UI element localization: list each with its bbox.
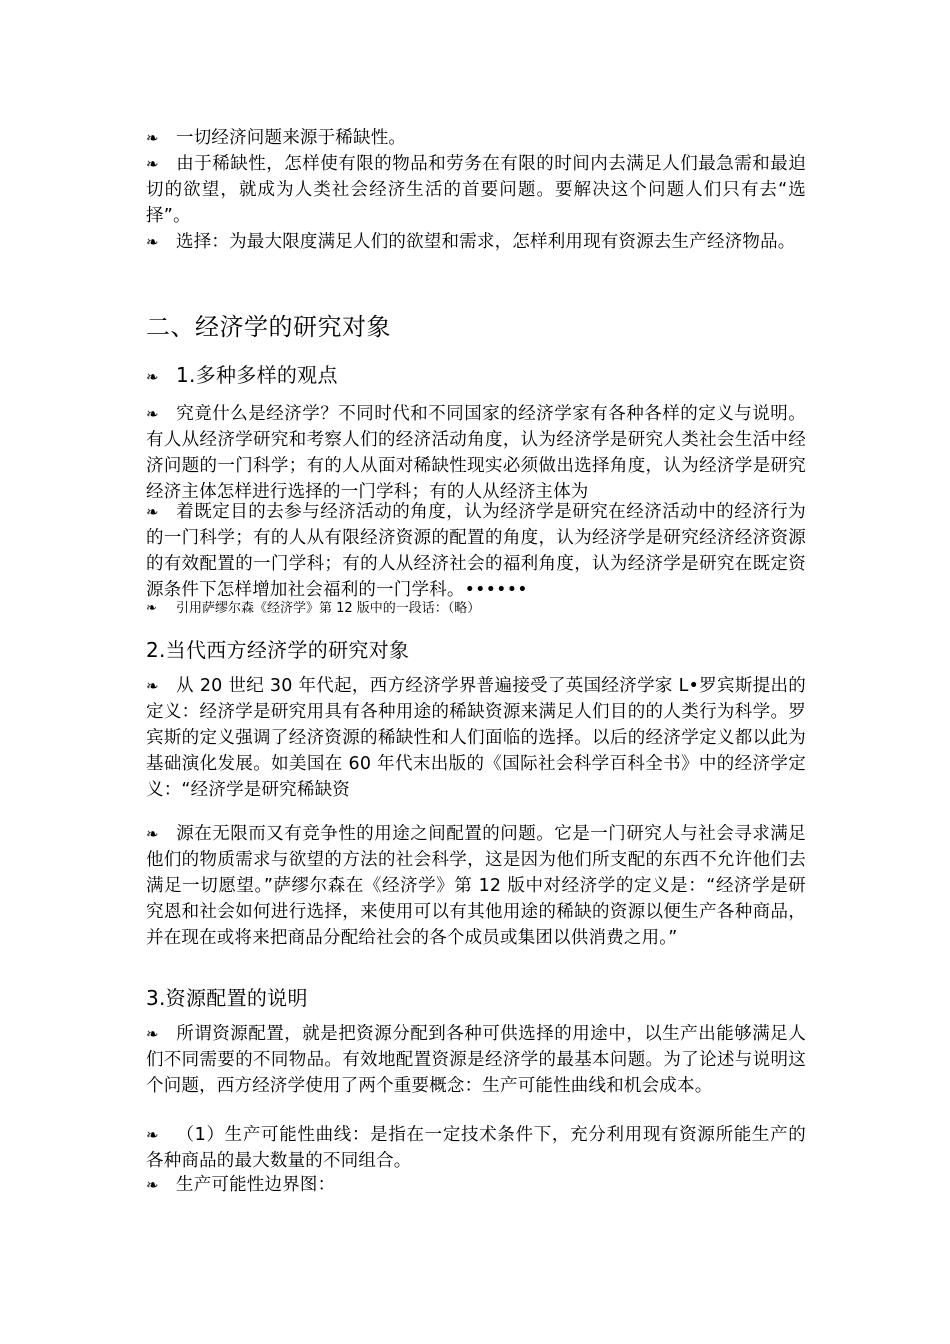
section-heading: 二、经济学的研究对象: [146, 313, 391, 341]
fleuron-bullet-icon: ❧: [146, 405, 159, 423]
fleuron-bullet-icon: ❧: [146, 155, 159, 173]
paragraph-text: 所谓资源配置，就是把资源分配到各种可供选择的用途中，以生产出能够满足人们不同需要的不同物品。有效地配置资源是经济学的最基本问题。为了论述与说明这个问题，西方经济学使用了两个重要概念：生产可能性曲线和机会成本。: [146, 1024, 806, 1096]
subsection-heading-allocation: 3.资源配置的说明: [146, 986, 308, 1010]
paragraph-choice-problem: [146, 151, 806, 229]
paragraph-text: 生产可能性边界图：: [176, 1175, 336, 1195]
subsection-heading-modern: 2.当代西方经济学的研究对象: [146, 638, 410, 662]
paragraph-text: 选择：为最大限度满足人们的欲望和需求，怎样利用现有资源去生产经济物品。: [176, 232, 796, 252]
fleuron-bullet-icon: ❧: [146, 233, 159, 251]
paragraph-text: 一切经济问题来源于稀缺性。: [176, 128, 407, 148]
paragraph-scarcity: [146, 125, 806, 151]
paragraph-text: 从 20 世纪 30 年代起，西方经济学界普遍接受了英国经济学家 L•罗宾斯提出的定义：经济学是研究用具有各种用途的稀缺资源来满足人们目的的人类行为科学。罗宾斯的定义强调了经济资源的稀缺性和人们面临的选择。以后的经济学定义都以此为基础演化发展。如美国在 60 年代末出版的《国际社会科学百科全书》中的经济学定义：“经济学是研究稀缺资: [146, 676, 806, 800]
subsection-heading-views: [146, 362, 338, 390]
paragraph-ppf-figure: [146, 1172, 806, 1198]
paragraph-samuelson: [146, 821, 806, 951]
paragraph-text: 由于稀缺性，怎样使有限的物品和劳务在有限的时间内去满足人们最急需和最迫切的欲望，就成为人类社会经济生活的首要问题。要解决这个问题人们只有去“选择”。: [146, 154, 806, 226]
note-citation: [146, 599, 806, 619]
paragraph-text: 究竟什么是经济学？不同时代和不同国家的经济学家有各种各样的定义与说明。有人从经济学研究和考察人们的经济活动角度，认为经济学是研究人类社会生活中经济问题的一门科学；有的人从面对稀缺性现实必须做出选择角度，认为经济学是研究经济主体怎样进行选择的一门学科；有的人从经济主体为: [146, 404, 806, 502]
fleuron-bullet-icon: ❧: [146, 1176, 159, 1194]
paragraph-definitions-2: [146, 499, 806, 603]
paragraph-text: （1）生产可能性曲线：是指在一定技术条件下，充分利用现有资源所能生产的各种商品的最大数量的不同组合。: [146, 1125, 806, 1171]
fleuron-bullet-icon: ❧: [146, 601, 157, 616]
fleuron-bullet-icon: ❧: [146, 503, 159, 521]
paragraph-choice-definition: [146, 229, 806, 255]
fleuron-bullet-icon: ❧: [146, 1126, 159, 1144]
subsection-title: 1.多种多样的观点: [176, 363, 338, 387]
paragraph-allocation: [146, 1021, 806, 1099]
fleuron-bullet-icon: ❧: [146, 825, 159, 843]
paragraph-text: 着既定目的去参与经济活动的角度，认为经济学是研究在经济活动中的经济行为的一门科学；有的人从有限经济资源的配置的角度，认为经济学是研究经济经济资源的有效配置的一门学科；有的人从经济社会的福利角度，认为经济学是研究在既定资源条件下怎样增加社会福利的一门学科。••••••: [146, 502, 806, 600]
paragraph-definitions-1: [146, 401, 806, 505]
note-text: 引用萨缪尔森《经济学》第 12 版中的一段话：（略）: [176, 601, 481, 616]
paragraph-robbins: [146, 673, 806, 803]
fleuron-bullet-icon: ❧: [146, 677, 159, 695]
paragraph-text: 源在无限而又有竞争性的用途之间配置的问题。它是一门研究人与社会寻求满足他们的物质需求与欲望的方法的社会科学，这是因为他们所支配的东西不允许他们去满足一切愿望。”萨缪尔森在《经济学》第 12 版中对经济学的定义是：“经济学是研究恩和社会如何进行选择，来使用可以有其他用途的稀缺的资源以便生产各种商品，并在现在或将来把商品分配给社会的各个成员或集团以供消费之用。”: [146, 824, 806, 948]
fleuron-bullet-icon: ❧: [146, 368, 159, 386]
fleuron-bullet-icon: ❧: [146, 1025, 159, 1043]
paragraph-ppc: [146, 1122, 806, 1174]
fleuron-bullet-icon: ❧: [146, 129, 159, 147]
